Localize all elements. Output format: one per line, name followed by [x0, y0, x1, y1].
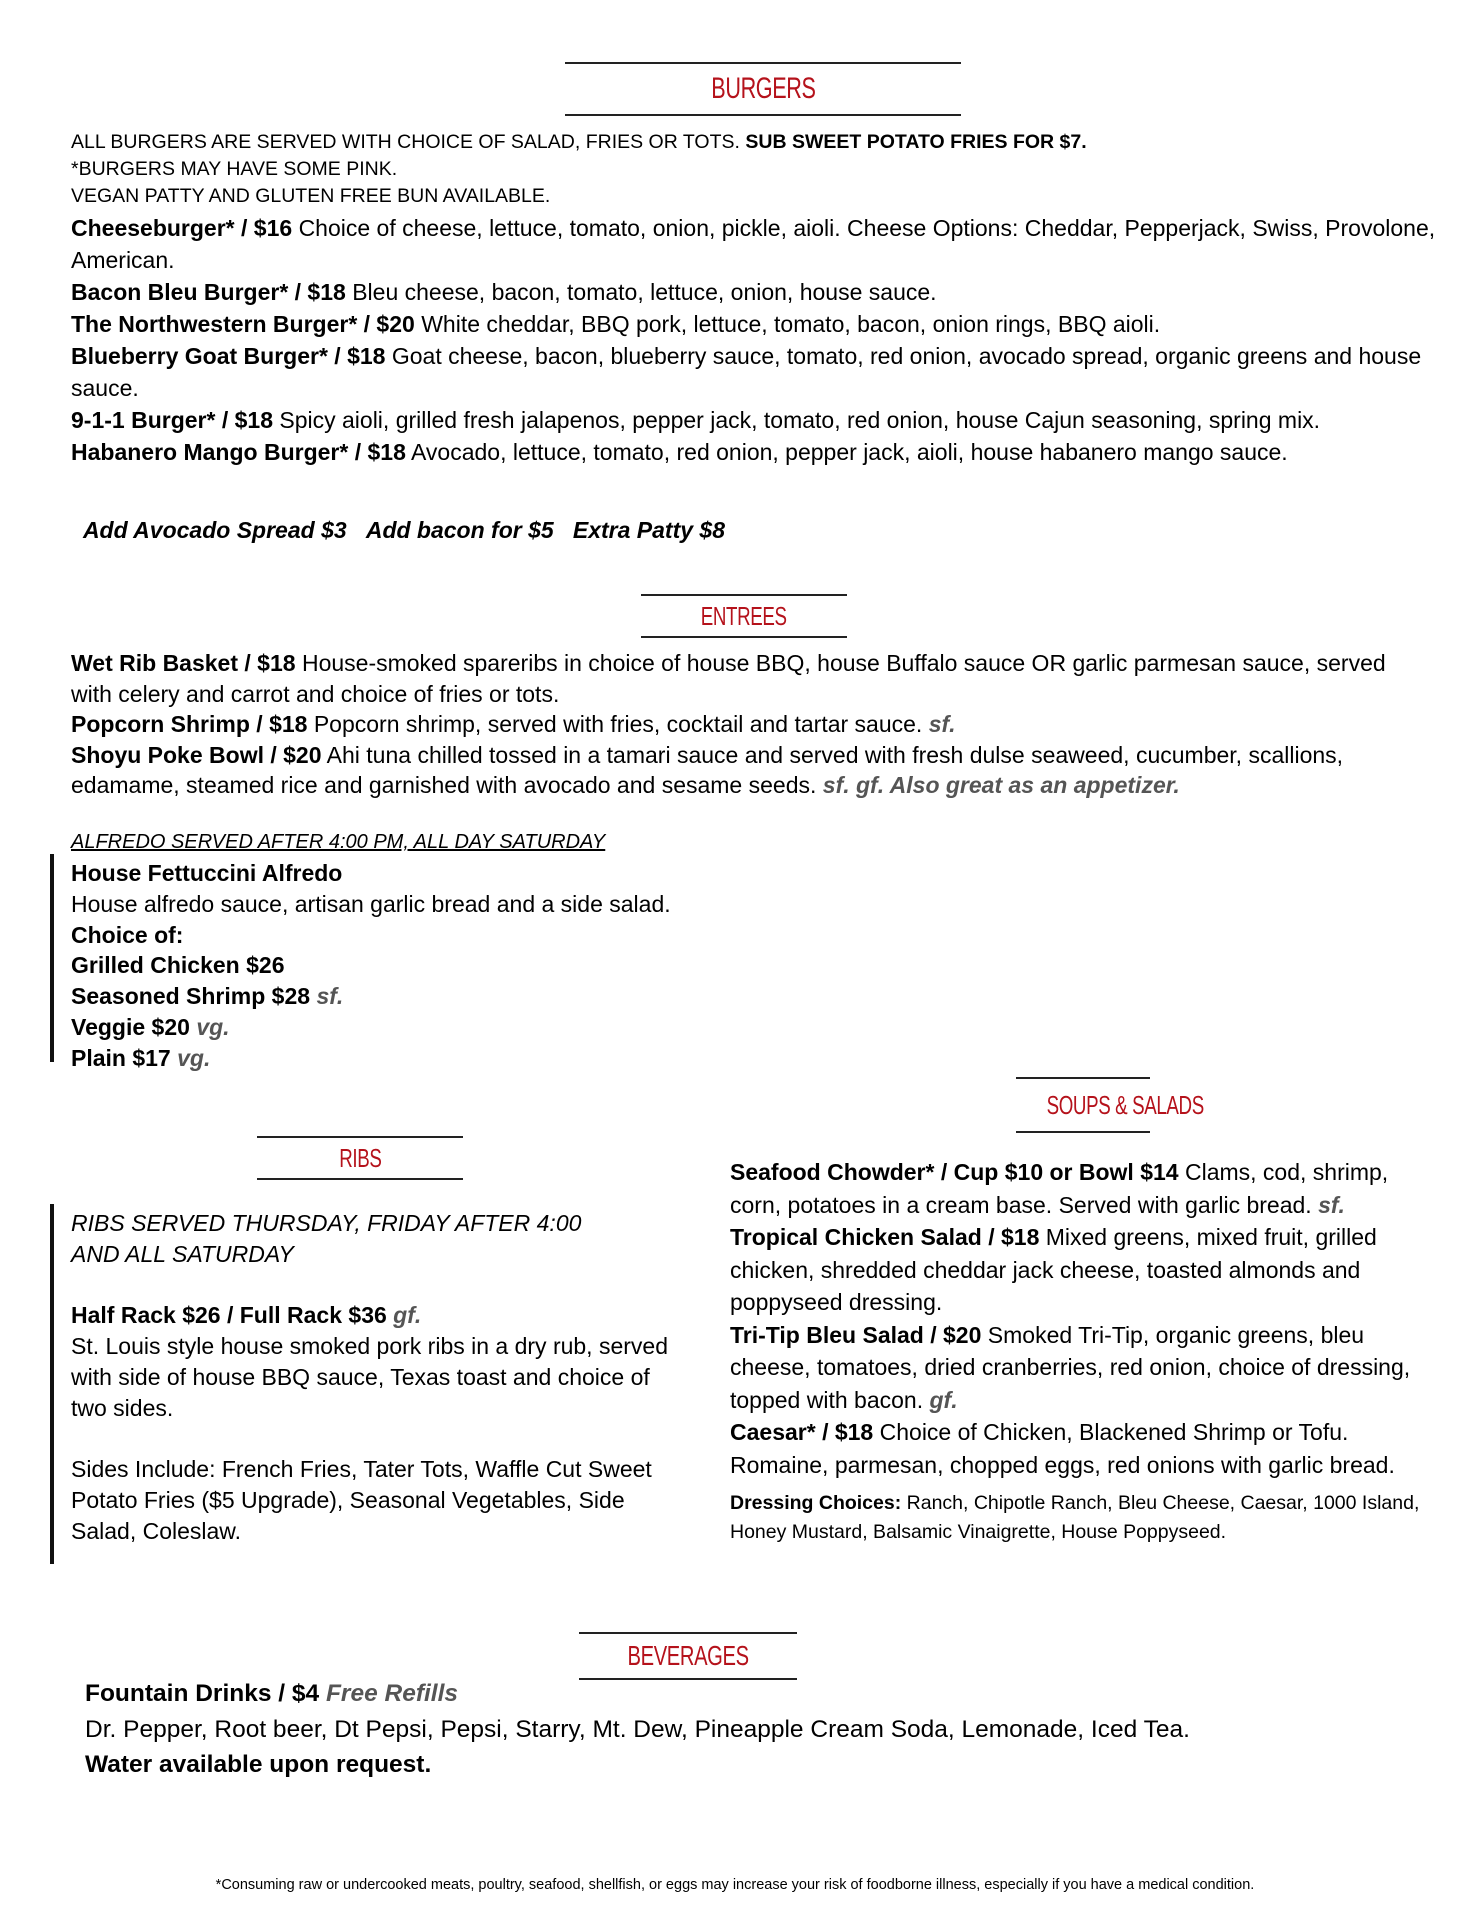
- beverages-block: [85, 1676, 1445, 1783]
- alfredo-option: [71, 950, 871, 981]
- item-name: Wet Rib Basket / $18: [71, 650, 296, 676]
- item-name: Tri-Tip Bleu Salad / $20: [730, 1321, 982, 1348]
- alfredo-bar: [50, 854, 54, 1062]
- diet-tag: sf. gf. Also great as an appetizer.: [822, 772, 1180, 798]
- dressing-choices: [730, 1489, 1442, 1546]
- item-name: Habanero Mango Burger* / $18: [71, 439, 406, 465]
- menu-item: [730, 1221, 1442, 1319]
- alfredo-option: [71, 981, 871, 1012]
- menu-item: [730, 1416, 1442, 1481]
- item-name: Tropical Chicken Salad / $18: [730, 1224, 1040, 1250]
- burgers-list: [71, 212, 1451, 468]
- item-name: The Northwestern Burger* / $20: [71, 311, 415, 337]
- menu-item: [730, 1319, 1442, 1417]
- menu-item: [71, 340, 1451, 404]
- item-name: Popcorn Shrimp / $18: [71, 711, 308, 737]
- ribs-desc: St. Louis style house smoked pork ribs in a dry rub, served with side of house BBQ sauce, Texas toast and choice of two sides.: [71, 1333, 669, 1421]
- addon-bacon: Add bacon for $5: [365, 517, 554, 543]
- item-desc: Goat cheese, bacon, blueberry sauce, tomato, red onion, avocado spread, organic greens and house sauce.: [71, 343, 1422, 401]
- diet-tag: sf.: [316, 983, 344, 1010]
- diet-tag: sf.: [1318, 1191, 1345, 1218]
- soups-salads-list: [730, 1156, 1442, 1546]
- burgers-note-1-bold: SUB SWEET POTATO FRIES FOR $7.: [745, 131, 1087, 153]
- option-label: Seasoned Shrimp $28: [71, 983, 311, 1010]
- ribs-notice-1: RIBS SERVED THURSDAY, FRIDAY AFTER 4:00: [71, 1210, 582, 1236]
- entrees-heading: ENTREES: [641, 594, 847, 638]
- alfredo-desc: House alfredo sauce, artisan garlic bread and a side salad.: [71, 890, 671, 917]
- ribs-notice-2: AND ALL SATURDAY: [71, 1240, 294, 1267]
- item-desc: Popcorn shrimp, served with fries, cocktail and tartar sauce.: [313, 711, 923, 737]
- item-desc: White cheddar, BBQ pork, lettuce, tomato, bacon, onion rings, BBQ aioli.: [421, 311, 1161, 337]
- drinks-list: Dr. Pepper, Root beer, Dt Pepsi, Pepsi, Starry, Mt. Dew, Pineapple Cream Soda, Lemonade, Iced Tea.: [85, 1715, 1190, 1743]
- alfredo-option: [71, 1012, 871, 1043]
- beverages-heading: BEVERAGES: [579, 1632, 797, 1680]
- fountain-label: Fountain Drinks / $4: [85, 1680, 320, 1707]
- water-note: Water available upon request.: [85, 1751, 432, 1778]
- ribs-block: [71, 1208, 691, 1547]
- addon-avocado: Add Avocado Spread $3: [82, 517, 347, 543]
- menu-item: [71, 404, 1451, 436]
- item-name: 9-1-1 Burger* / $18: [71, 407, 273, 433]
- menu-item: [71, 436, 1451, 468]
- burgers-addons: [71, 490, 725, 544]
- item-desc: Mixed greens, mixed fruit, grilled chicken, shredded cheddar jack cheese, toasted almonds and poppyseed dressing.: [730, 1224, 1377, 1315]
- burgers-heading: BURGERS: [565, 62, 961, 116]
- item-desc: Avocado, lettuce, tomato, red onion, pepper jack, aioli, house habanero mango sauce.: [410, 439, 1288, 465]
- diet-tag: vg.: [177, 1044, 211, 1071]
- ribs-heading: RIBS: [257, 1136, 463, 1180]
- menu-item: [71, 276, 1451, 308]
- menu-item: [71, 212, 1451, 276]
- option-label: Plain $17: [71, 1044, 171, 1071]
- burgers-note-1: ALL BURGERS ARE SERVED WITH CHOICE OF SALAD, FRIES OR TOTS.: [71, 131, 740, 153]
- alfredo-option: [71, 1043, 871, 1074]
- diet-tag: gf.: [929, 1386, 958, 1413]
- alfredo-block: [71, 858, 871, 1074]
- item-desc: Bleu cheese, bacon, tomato, lettuce, onion, house sauce.: [352, 279, 937, 305]
- item-name: Blueberry Goat Burger* / $18: [71, 343, 386, 369]
- item-desc: Smoked Tri-Tip, organic greens, bleu cheese, tomatoes, dried cranberries, red onion, choice of dressing, topped with bacon.: [730, 1321, 1411, 1413]
- footer-disclaimer: *Consuming raw or undercooked meats, poultry, seafood, shellfish, or eggs may increase your risk of foodborne illness, especially if you have a medical condition.: [215, 1877, 1255, 1893]
- menu-item: [71, 308, 1451, 340]
- item-desc: Spicy aioli, grilled fresh jalapenos, pepper jack, tomato, red onion, house Cajun seasoning, spring mix.: [279, 407, 1321, 433]
- burgers-note-2: *BURGERS MAY HAVE SOME PINK.: [71, 158, 398, 180]
- option-label: Veggie $20: [71, 1013, 190, 1040]
- entrees-list: [71, 648, 1431, 801]
- soups-salads-heading: SOUPS & SALADS: [1016, 1077, 1150, 1133]
- item-name: Seafood Chowder* / Cup $10 or Bowl $14: [730, 1159, 1179, 1185]
- item-desc: House-smoked spareribs in choice of house BBQ, house Buffalo sauce OR garlic parmesan sauce, served with celery and carrot and choice of fries or tots.: [71, 650, 1386, 707]
- diet-tag: gf.: [393, 1302, 422, 1329]
- item-desc: Clams, cod, shrimp, corn, potatoes in a cream base. Served with garlic bread.: [730, 1159, 1389, 1218]
- item-desc: Ahi tuna chilled tossed in a tamari sauce and served with fresh dulse seaweed, cucumber, scallions, edamame, steamed rice and garnished with avocado and sesame seeds.: [71, 741, 1344, 798]
- ribs-sides: Sides Include: French Fries, Tater Tots, Waffle Cut Sweet Potato Fries ($5 Upgrade), Seasonal Vegetables, Side Salad, Coleslaw.: [71, 1456, 652, 1544]
- ribs-item-name: Half Rack $26 / Full Rack $36: [71, 1302, 387, 1329]
- item-name: Bacon Bleu Burger* / $18: [71, 279, 346, 305]
- menu-item: [71, 709, 1431, 740]
- diet-tag: sf.: [928, 711, 956, 737]
- item-name: Shoyu Poke Bowl / $20: [71, 741, 322, 768]
- menu-item: [71, 648, 1431, 709]
- item-desc: Choice of Chicken, Blackened Shrimp or Tofu. Romaine, parmesan, chopped eggs, red onions with garlic bread.: [730, 1419, 1395, 1478]
- burgers-notes: [71, 129, 1451, 210]
- menu-item: [71, 740, 1431, 801]
- ribs-bar: [50, 1204, 54, 1564]
- alfredo-notice: ALFREDO SERVED AFTER 4:00 PM, ALL DAY SATURDAY: [71, 831, 606, 853]
- burgers-note-3: VEGAN PATTY AND GLUTEN FREE BUN AVAILABLE.: [71, 185, 551, 207]
- item-desc: Choice of cheese, lettuce, tomato, onion, pickle, aioli. Cheese Options: Cheddar, Pepperjack, Swiss, Provolone, American.: [71, 215, 1436, 273]
- menu-item: [730, 1156, 1442, 1221]
- fountain-tag: Free Refills: [325, 1680, 459, 1707]
- alfredo-title: House Fettuccini Alfredo: [71, 860, 343, 886]
- alfredo-choice-label: Choice of:: [71, 921, 184, 948]
- item-name: Cheeseburger* / $16: [71, 215, 293, 241]
- option-label: Grilled Chicken $26: [71, 952, 285, 979]
- addon-patty: Extra Patty $8: [572, 517, 725, 543]
- diet-tag: vg.: [196, 1013, 230, 1040]
- item-name: Caesar* / $18: [730, 1419, 874, 1445]
- dressing-list: Ranch, Chipotle Ranch, Bleu Cheese, Caesar, 1000 Island, Honey Mustard, Balsamic Vinaigrette, House Poppyseed.: [730, 1492, 1420, 1543]
- dressing-label: Dressing Choices:: [730, 1492, 902, 1514]
